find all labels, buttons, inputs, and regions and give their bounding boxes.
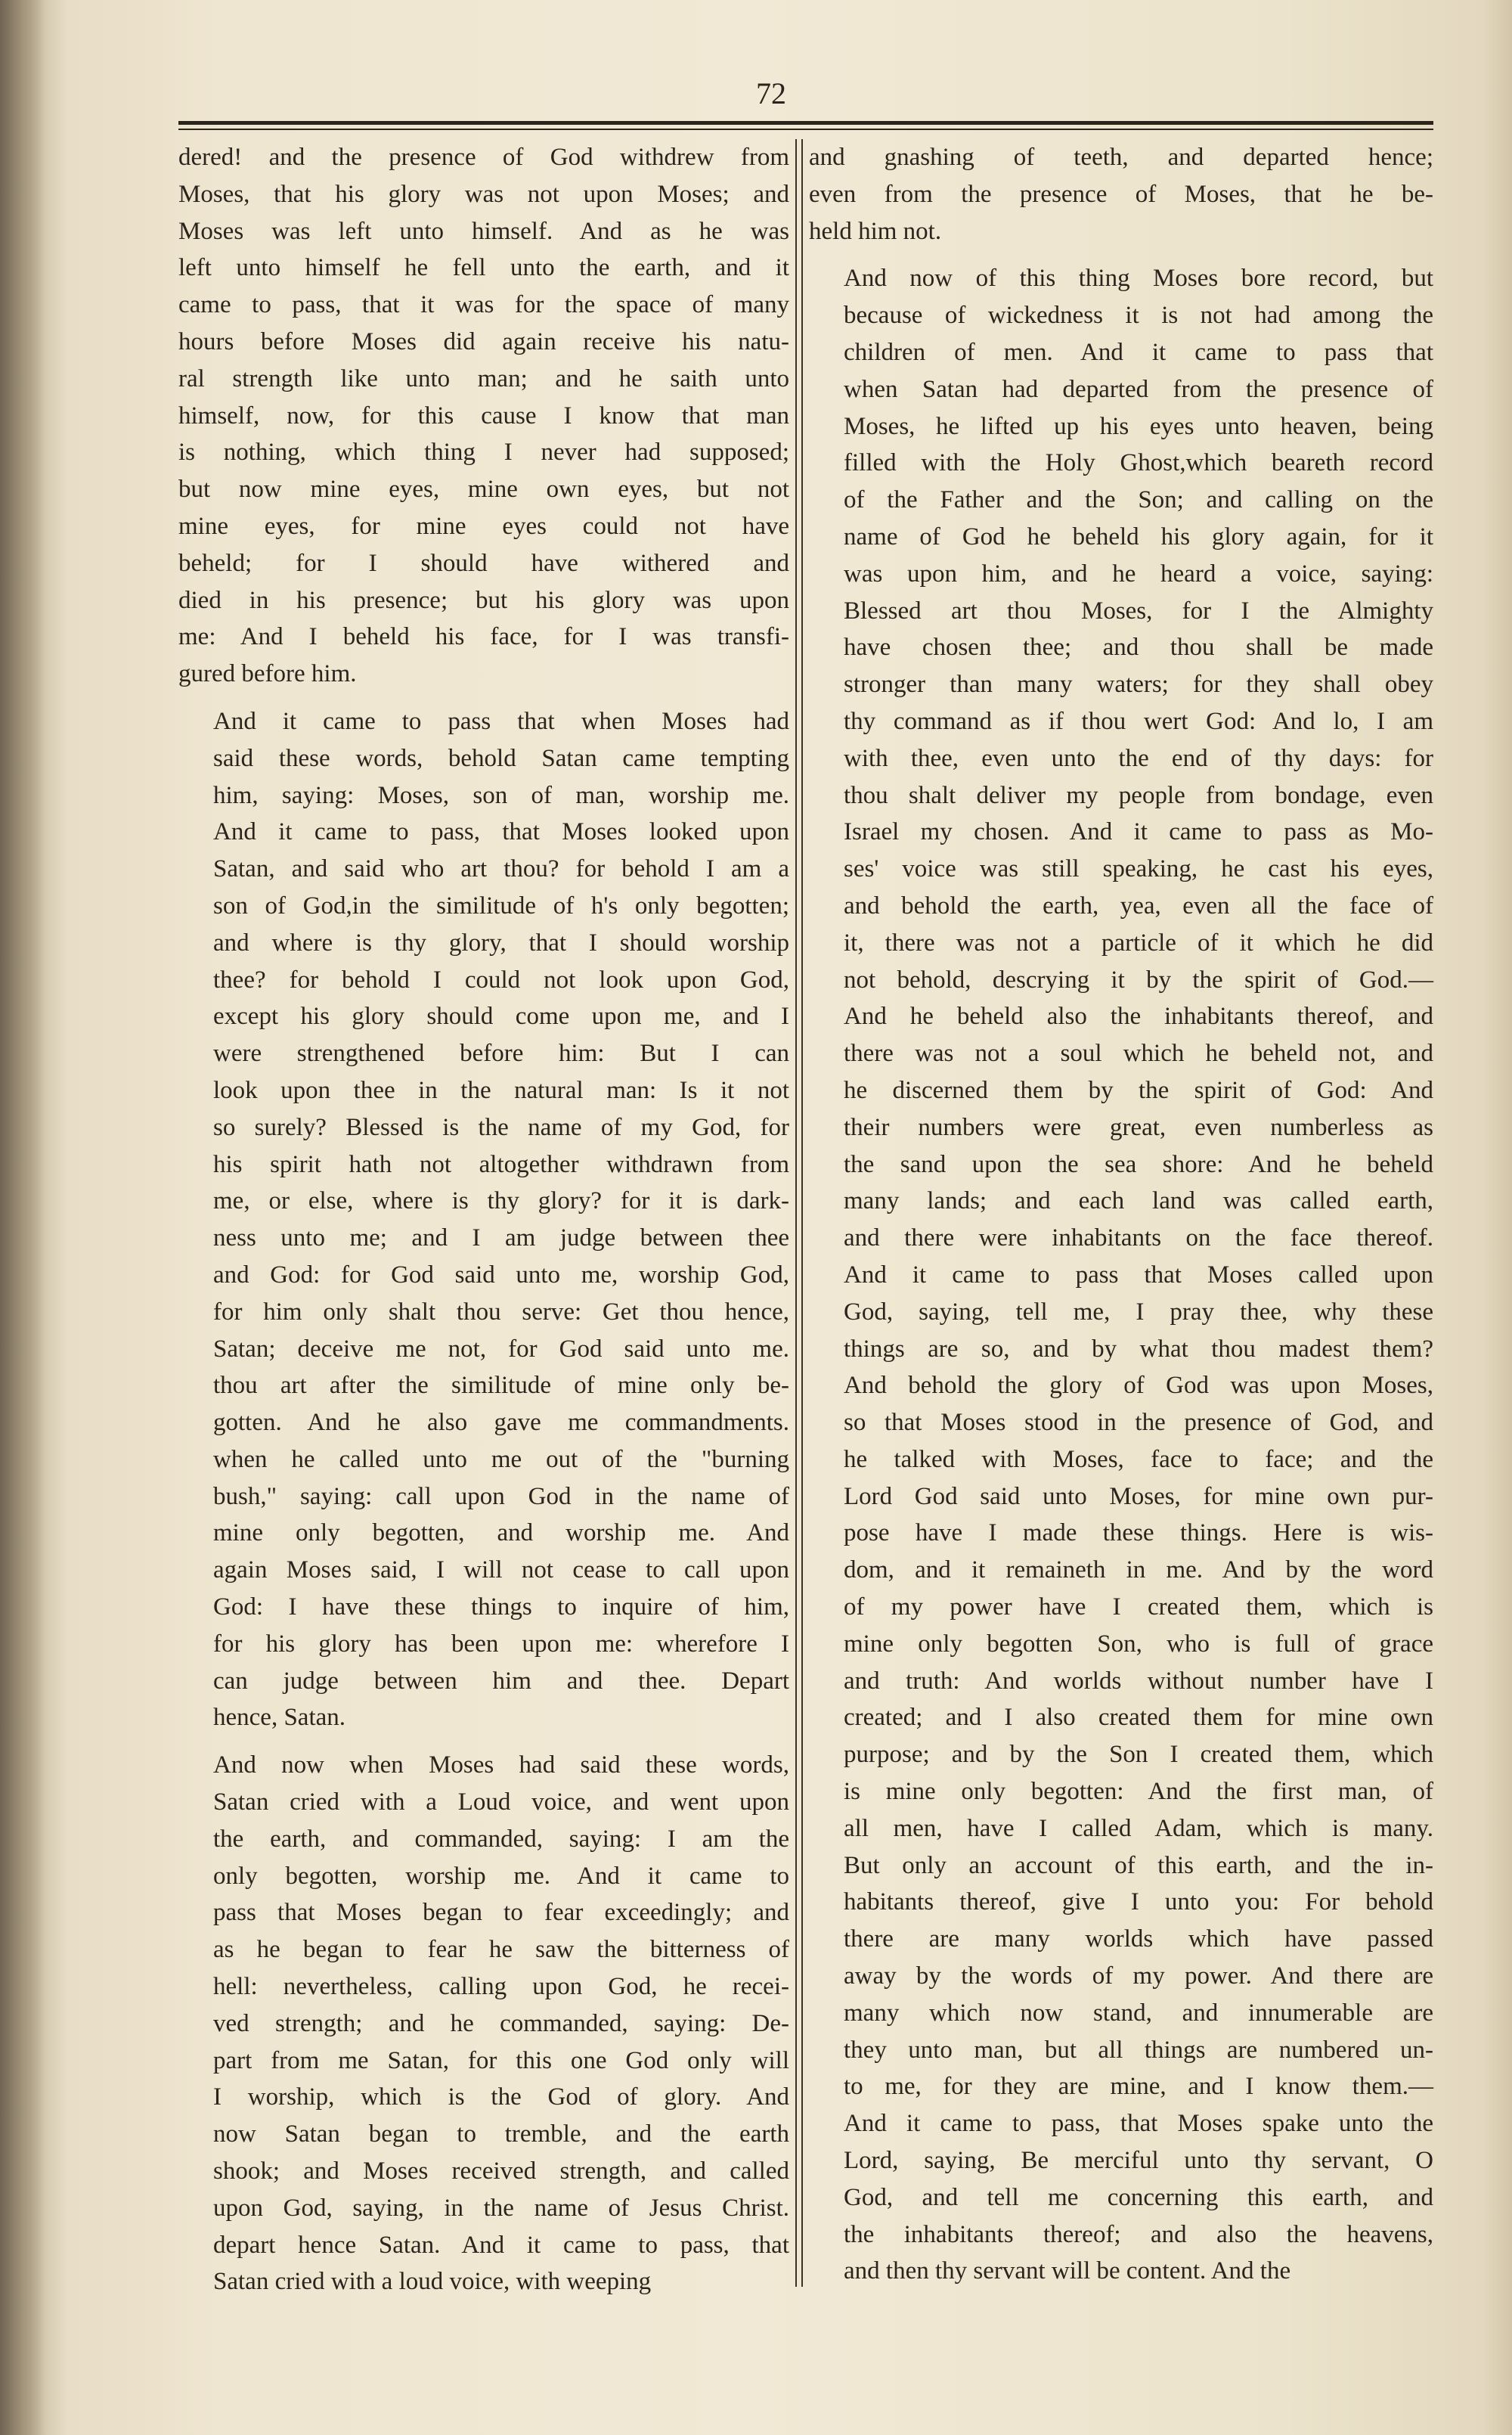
text-line: thou art after the similitude of mine only be- [213, 1372, 789, 1400]
text-line: left unto himself he fell unto the earth, and it [178, 254, 789, 282]
text-line: stronger than many waters; for they shall obey [844, 671, 1433, 699]
text-line: all men, have I called Adam, which is many. [844, 1814, 1433, 1842]
text-line: even from the presence of Moses, that he be- [809, 180, 1433, 208]
text-line: bush," saying: call upon God in the name of [213, 1482, 789, 1510]
text-line: God: I have these things to inquire of him, [213, 1593, 789, 1621]
header-rule-thin [178, 129, 1433, 130]
text-line: mine only begotten Son, who is full of grace [844, 1630, 1433, 1658]
text-line: And now when Moses had said these words, [213, 1751, 789, 1779]
text-line: there are many worlds which have passed [844, 1925, 1433, 1953]
text-line: and then thy servant will be content. And the [844, 2257, 1291, 2285]
text-line: And he beheld also the inhabitants thereof, and [844, 1003, 1433, 1031]
text-line: and gnashing of teeth, and departed hence; [809, 144, 1433, 171]
text-line: mine only begotten, and worship me. And [213, 1519, 789, 1547]
text-line: can judge between him and thee. Depart [213, 1667, 789, 1695]
column-divider-second [801, 139, 803, 2287]
text-line: part from me Satan, for this one God only will [213, 2046, 789, 2074]
right-text-column [809, 139, 1433, 2290]
text-line: they unto man, but all things are numbered un- [844, 2036, 1433, 2064]
text-line: gotten. And he also gave me commandments. [213, 1409, 789, 1437]
text-line: it, there was not a particle of it which he did [844, 929, 1433, 957]
text-line: Satan cried with a loud voice, with weeping [213, 2268, 652, 2296]
text-line: And it came to pass, that Moses looked upon [213, 818, 789, 846]
text-line: And it came to pass that when Moses had [213, 707, 789, 735]
text-line: he discerned them by the spirit of God: And [844, 1076, 1433, 1104]
page-binding-shadow [0, 0, 45, 2435]
text-line: and behold the earth, yea, even all the face of [844, 892, 1433, 920]
column-divider [795, 139, 797, 2287]
text-line: the inhabitants thereof; and also the heavens, [844, 2220, 1433, 2248]
text-line: himself, now, for this cause I know that man [178, 402, 789, 430]
text-line: of my power have I created them, which is [844, 1593, 1433, 1621]
text-line: Satan; deceive me not, for God said unto me. [213, 1335, 789, 1363]
continued-paragraph [809, 139, 1433, 250]
text-line: upon God, saying, in the name of Jesus Christ. [213, 2194, 789, 2222]
text-line: only begotten, worship me. And it came to [213, 1862, 789, 1890]
continued-paragraph [178, 139, 789, 693]
text-line: God, and tell me concerning this earth, and [844, 2183, 1433, 2211]
text-line: now Satan began to tremble, and the earth [213, 2120, 789, 2148]
text-line: him, saying: Moses, son of man, worship me. [213, 781, 789, 809]
text-line: Moses was left unto himself. And as he was [178, 217, 789, 245]
text-line: hell: nevertheless, calling upon God, he recei- [213, 1973, 789, 2001]
text-line: was upon him, and he heard a voice, saying: [844, 560, 1433, 588]
paragraph [809, 260, 1433, 2290]
text-line: died in his presence; but his glory was upon [178, 586, 789, 614]
text-line: and truth: And worlds without number have I [844, 1667, 1433, 1695]
left-text-column [178, 139, 789, 2300]
text-line: the earth, and commanded, saying: I am the [213, 1825, 789, 1853]
page-number: 72 [756, 76, 786, 110]
text-line: children of men. And it came to pass that [844, 338, 1433, 366]
text-line: away by the words of my power. And there are [844, 1962, 1433, 1990]
text-line: beheld; for I should have withered and [178, 549, 789, 577]
text-line: ness unto me; and I am judge between thee [213, 1224, 789, 1252]
text-line: But only an account of this earth, and the in- [844, 1851, 1433, 1879]
text-line: And it came to pass, that Moses spake unto the [844, 2110, 1433, 2138]
text-line: many lands; and each land was called earth, [844, 1187, 1433, 1215]
text-line: gured before him. [178, 660, 357, 688]
paragraph [178, 703, 789, 1736]
text-line: but now mine eyes, mine own eyes, but not [178, 476, 789, 504]
text-line: Moses, he lifted up his eyes unto heaven, being [844, 412, 1433, 440]
text-line: and where is thy glory, that I should worship [213, 929, 789, 957]
text-line: there was not a soul which he beheld not, and [844, 1040, 1433, 1068]
text-line: is mine only begotten: And the first man, of [844, 1778, 1433, 1806]
text-line: he talked with Moses, face to face; and the [844, 1445, 1433, 1473]
text-line: ved strength; and he commanded, saying: De- [213, 2009, 789, 2037]
text-line: son of God,in the similitude of h's only begotten; [213, 892, 789, 920]
text-line: when he called unto me out of the "burning [213, 1445, 789, 1473]
text-line: and there were inhabitants on the face thereof. [844, 1224, 1433, 1252]
text-line: for him only shalt thou serve: Get thou hence, [213, 1298, 789, 1326]
text-line: to me, for they are mine, and I know them.— [844, 2073, 1433, 2101]
text-line: pose have I made these things. Here is wis- [844, 1519, 1433, 1547]
text-line: their numbers were great, even numberless as [844, 1113, 1433, 1141]
text-line: is nothing, which thing I never had supposed; [178, 439, 789, 467]
text-line: and God: for God said unto me, worship God, [213, 1261, 789, 1289]
text-line: thou shalt deliver my people from bondage, even [844, 781, 1433, 809]
text-line: as he began to fear he saw the bitterness of [213, 1936, 789, 1964]
text-line: purpose; and by the Son I created them, which [844, 1741, 1433, 1769]
text-line: And it came to pass that Moses called upon [844, 1261, 1433, 1289]
text-line: depart hence Satan. And it came to pass, that [213, 2231, 789, 2259]
text-line: Blessed art thou Moses, for I the Almighty [844, 597, 1433, 625]
text-line: so surely? Blessed is the name of my God, for [213, 1113, 789, 1141]
text-line: when Satan had departed from the presence of [844, 375, 1433, 403]
text-line: me, or else, where is thy glory? for it is dark- [213, 1187, 789, 1215]
text-line: so that Moses stood in the presence of God, and [844, 1409, 1433, 1437]
text-line: his spirit hath not altogether withdrawn from [213, 1150, 789, 1178]
text-line: again Moses said, I will not cease to call upon [213, 1556, 789, 1584]
text-line: I worship, which is the God of glory. And [213, 2083, 789, 2111]
text-line: Israel my chosen. And it came to pass as Mo- [844, 818, 1433, 846]
text-line: Satan, and said who art thou? for behold I am a [213, 855, 789, 883]
text-line: dered! and the presence of God withdrew from [178, 144, 789, 171]
text-line: ral strength like unto man; and he saith unto [178, 364, 789, 392]
text-line: look upon thee in the natural man: Is it not [213, 1076, 789, 1104]
text-line: with thee, even unto the end of thy days: for [844, 744, 1433, 772]
text-line: for his glory has been upon me: wherefore I [213, 1630, 789, 1658]
text-line: hours before Moses did again receive his natu- [178, 327, 789, 355]
text-line: said these words, behold Satan came tempting [213, 744, 789, 772]
text-line: created; and I also created them for mine own [844, 1704, 1433, 1732]
text-line: ses' voice was still speaking, he cast his eyes, [844, 855, 1433, 883]
text-line: have chosen thee; and thou shall be made [844, 634, 1433, 662]
text-line: held him not. [809, 217, 942, 245]
text-line: of the Father and the Son; and calling on the [844, 486, 1433, 514]
text-line: not behold, descrying it by the spirit of God.— [844, 966, 1433, 994]
text-line: habitants thereof, give I unto you: For behold [844, 1888, 1433, 1916]
text-line: because of wickedness it is not had among the [844, 302, 1433, 330]
text-line: mine eyes, for mine eyes could not have [178, 512, 789, 540]
text-line: things are so, and by what thou madest them? [844, 1335, 1433, 1363]
text-line: pass that Moses began to fear exceedingly; and [213, 1899, 789, 1927]
text-line: hence, Satan. [213, 1704, 346, 1732]
text-line: Lord God said unto Moses, for mine own pur- [844, 1482, 1433, 1510]
text-line: filled with the Holy Ghost,which beareth record [844, 449, 1433, 477]
text-line: shook; and Moses received strength, and called [213, 2157, 789, 2185]
text-line: Lord, saying, Be merciful unto thy servant, O [844, 2147, 1433, 2175]
text-line: God, saying, tell me, I pray thee, why these [844, 1298, 1433, 1326]
header-rule [178, 121, 1433, 125]
text-line: dom, and it remaineth in me. And by the word [844, 1556, 1433, 1584]
text-line: came to pass, that it was for the space of many [178, 291, 789, 319]
text-line: And now of this thing Moses bore record, but [844, 265, 1433, 293]
text-line: many which now stand, and innumerable are [844, 1999, 1433, 2027]
text-line: except his glory should come upon me, and I [213, 1003, 789, 1031]
text-line: Satan cried with a Loud voice, and went upon [213, 1788, 789, 1816]
text-line: Moses, that his glory was not upon Moses; and [178, 180, 789, 208]
text-line: me: And I beheld his face, for I was transfi- [178, 623, 789, 651]
text-line: And behold the glory of God was upon Moses, [844, 1372, 1433, 1400]
text-line: the sand upon the sea shore: And he beheld [844, 1150, 1433, 1178]
text-line: thee? for behold I could not look upon God, [213, 966, 789, 994]
text-line: name of God he beheld his glory again, for it [844, 523, 1433, 551]
text-line: were strengthened before him: But I can [213, 1040, 789, 1068]
text-line: thy command as if thou wert God: And lo, I am [844, 707, 1433, 735]
paragraph [178, 1747, 789, 2300]
